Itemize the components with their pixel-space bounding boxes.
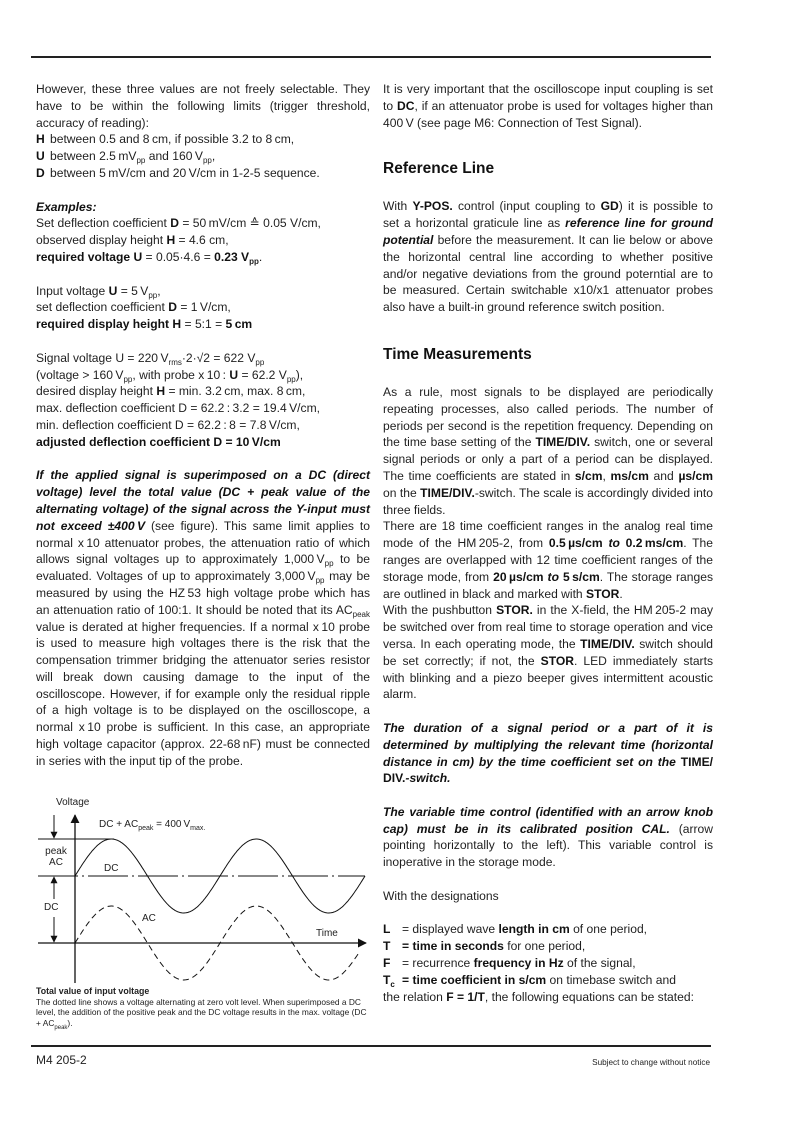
- emphasis: time coefficient in s/cm: [412, 972, 547, 987]
- text: ) it is possible to set a horizontal graticule line as: [383, 199, 713, 231]
- emphasis: µs/cm: [678, 468, 713, 483]
- emphasis: -switch.: [405, 771, 451, 786]
- designation-item: [383, 955, 713, 972]
- symbol: F: [383, 956, 391, 971]
- text: It is very important that the oscilloscope input coupling is set to: [383, 82, 713, 113]
- text: .: [619, 586, 623, 601]
- emphasis: TIME/ DIV.: [383, 754, 713, 786]
- emphasis: TIME/DIV.: [535, 435, 591, 450]
- text: ·2·√2 = 622 V: [181, 350, 256, 365]
- designation-item: [383, 921, 713, 938]
- emphasis: The variable time control (identified with an arrow knob cap) must be in its calibrated position CAL.: [383, 804, 713, 836]
- caption-title: Total value of input voltage: [36, 986, 150, 996]
- text: ,: [602, 468, 611, 483]
- symbol: U: [229, 367, 239, 382]
- text: in the X-field, the HM 205-2 may be switched over from real time to storage operation and vice versa. In each operating mode, the: [383, 603, 713, 651]
- text: max. deflection coefficient D = 62.2 : 3.2 = 19.4 V/cm,: [36, 401, 321, 416]
- emphasis: STOR: [586, 586, 620, 601]
- limit-d: [36, 165, 370, 182]
- emphasis: 0.2 ms/cm: [625, 536, 684, 551]
- symbol: [383, 972, 402, 989]
- caption-text: [36, 997, 372, 1029]
- examples-heading: Examples:: [36, 199, 97, 214]
- subscript: pp: [249, 256, 259, 266]
- text: (arrow pointing horizontally to the left). This variable control is inoperative in the storage mode.: [383, 821, 714, 870]
- figure-caption: [36, 986, 372, 1031]
- text: -switch. The scale is accordingly divided into three fields.: [383, 485, 713, 517]
- warning-paragraph: [36, 467, 370, 769]
- emphasis: F = 1/T: [446, 989, 485, 1004]
- peak-ac-label: [42, 846, 70, 868]
- text: ).: [67, 1017, 73, 1028]
- subscript: peak: [138, 825, 154, 832]
- example-3: [36, 350, 370, 451]
- emphasis: to: [543, 569, 563, 584]
- time-paragraph-1: [383, 384, 713, 518]
- text: (see figure). This same limit applies to normal x 10 attenuator probes, the attenuation ratio of which allows signal voltages up to approximately 1,000 V: [36, 518, 371, 567]
- text: control (input coupling to: [452, 199, 601, 214]
- ac-curve-label: AC: [142, 913, 156, 924]
- result-value: 5 cm: [225, 317, 253, 332]
- symbol: H: [156, 384, 166, 399]
- text: = 4.6 cm,: [175, 233, 229, 248]
- limit-u: [36, 148, 370, 165]
- subscript: peak: [352, 609, 370, 619]
- symbol: U: [108, 283, 118, 298]
- designation-item: [383, 938, 713, 955]
- notice: Subject to change without notice: [592, 1058, 710, 1067]
- emphasis: 20 µs/cm: [493, 569, 544, 584]
- subscript: rms: [168, 357, 182, 367]
- emphasis: TIME/DIV.: [580, 636, 635, 651]
- text: , the following equations can be stated:: [484, 989, 694, 1004]
- text: to be evaluated. Voltages of up to approximately 3,000 V: [36, 552, 371, 584]
- symbol: D: [170, 216, 179, 231]
- result-value: 0.23 V: [214, 249, 250, 264]
- limit-text: between 2.5 mV: [50, 149, 137, 164]
- text: switch should be set correctly; if not, the: [383, 636, 713, 668]
- text: ,: [157, 283, 161, 298]
- emphasis: reference line for ground potential: [383, 216, 713, 247]
- text: on the: [383, 485, 421, 500]
- limit-symbol: U: [36, 149, 45, 164]
- text: . LED immediately starts with blinking and a piezo beeper gives intermittent acoustic alarm.: [383, 653, 713, 702]
- text: min. deflection coefficient D = 62.2 : 8 = 7.8 V/cm,: [36, 417, 300, 432]
- text: = recurrence: [402, 956, 474, 971]
- page-id: M4 205-2: [36, 1053, 87, 1067]
- emphasis: Y-POS.: [412, 199, 453, 214]
- text: = 0.05·4.6 =: [142, 249, 215, 264]
- limit-text: ,: [211, 149, 216, 164]
- text: = displayed wave: [402, 922, 499, 937]
- text: set deflection coefficient: [36, 300, 169, 315]
- emphasis: The duration of a signal period or a part of it is determined by multiplying the relevant time (horizontal distance in cm) by the time coefficient set on the: [383, 720, 713, 769]
- text: = 62.2 V: [238, 367, 287, 382]
- text: for one period,: [503, 939, 586, 954]
- text: Set deflection coefficient: [36, 216, 171, 231]
- text: Input voltage: [36, 283, 109, 298]
- dc-dimension-label: DC: [44, 902, 59, 913]
- subscript: pp: [324, 559, 334, 569]
- subscript: pp: [123, 374, 133, 384]
- subscript: pp: [255, 357, 265, 367]
- result-label: required voltage U: [36, 249, 143, 264]
- subscript: pp: [202, 156, 212, 166]
- text: may be measured by using the HZ 53 high voltage probe which has an attenuation ratio of 100:1. It should be noted that its AC: [36, 569, 370, 617]
- limits-intro: However, these three values are not freely selectable. They have to be within the following limits (trigger threshold, accuracy of reading):: [36, 82, 370, 130]
- text: peak: [45, 846, 67, 857]
- emphasis: time in seconds: [412, 939, 504, 954]
- text: value is derated at higher frequencies. If a normal x 10 probe is used to measure high voltages there is the risk that the compensation trimmer bridging the attenuator series resistor will break down causing damage to the input of the oscilloscope. However, if for example only the residual ripple of a high voltage is to be displayed on the oscilloscope, a normal x 10 probe is sufficient. In this case, an appropriate high voltage capacitor (approx. 22-68 nF) must be connected in series with the input tip of the probe.: [36, 619, 370, 768]
- emphasis: length in cm: [498, 922, 570, 937]
- designations-intro: With the designations: [383, 888, 499, 903]
- subscript: peak: [54, 1024, 68, 1031]
- text: . The ranges are overlapped with 12 time coefficient ranges of the storage mode, from: [383, 536, 713, 584]
- symbol: T: [383, 939, 391, 954]
- reference-line-heading: Reference Line: [383, 160, 495, 178]
- result-label: adjusted deflection coefficient D = 10 V/cm: [36, 434, 281, 449]
- text: = 5:1 =: [181, 317, 226, 332]
- emphasis: DC: [397, 98, 415, 113]
- text: With the pushbutton: [383, 603, 497, 618]
- emphasis: 0.5 µs/cm: [548, 536, 603, 551]
- text: = min. 3.2 cm, max. 8 cm,: [165, 384, 306, 399]
- right-column: [383, 81, 713, 1005]
- top-rule: [31, 56, 711, 58]
- text: , with probe x 10 :: [132, 367, 230, 382]
- y-axis-label: Voltage: [56, 797, 90, 808]
- designation-item: [383, 972, 713, 989]
- voltage-figure: [34, 795, 379, 985]
- text: . The storage ranges are outlined in black and marked with: [383, 569, 713, 601]
- text: of the signal,: [563, 956, 636, 971]
- designation-list: [383, 921, 713, 988]
- text: , if an attenuator probe is used for voltages higher than 400 V (see page M6: Connection of Test Signal).: [383, 98, 713, 130]
- relation-line: [383, 989, 713, 1006]
- emphasis: to: [602, 536, 626, 551]
- dc-curve-label: DC: [104, 863, 119, 874]
- text: = 50 mV/cm ≙ 0.05 V/cm,: [178, 216, 321, 231]
- symbol: L: [383, 922, 391, 937]
- text: =: [402, 939, 413, 954]
- limit-symbol: H: [36, 132, 45, 147]
- text: the relation: [383, 989, 447, 1004]
- voltage-diagram: [34, 795, 379, 985]
- duration-paragraph: [383, 720, 713, 787]
- coupling-paragraph: [383, 81, 713, 131]
- emphasis: GD: [600, 199, 619, 214]
- limit-symbol: D: [36, 165, 45, 180]
- time-measurements-heading: Time Measurements: [383, 345, 532, 363]
- text: There are 18 time coefficient ranges in the analog real time mode of the HM 205-2, from: [383, 519, 713, 551]
- text: on timebase switch and: [546, 972, 676, 987]
- text: and: [648, 468, 679, 483]
- bottom-rule: [31, 1045, 711, 1047]
- subscript: pp: [148, 290, 158, 300]
- text: Signal voltage U = 220 V: [36, 350, 169, 365]
- text: (voltage > 160 V: [36, 367, 124, 382]
- subscript: pp: [286, 374, 296, 384]
- text: =: [402, 972, 413, 987]
- subscript: c: [390, 979, 395, 989]
- symbol: D: [168, 300, 177, 315]
- warning-emphasis: If the applied signal is superimposed on a DC (direct voltage) level the total value (DC + peak value of the alternating voltage) of the signal across the Y-input must not exceed ±400 V: [36, 468, 370, 533]
- text: before the measurement. It can lie below or above the horizontal central line according to whether positive and/or negative deviations from the ground poterntial are to be measured. Certain switchable x10/x1 attenuator probes also have a built-in ground reference switch position.: [383, 232, 713, 315]
- text: T: [383, 972, 391, 987]
- subscript: pp: [136, 156, 146, 166]
- left-column: [36, 81, 370, 770]
- formula-label: [99, 819, 205, 830]
- time-paragraph-2: [383, 518, 713, 602]
- text: = 1 V/cm,: [176, 300, 231, 315]
- text: observed display height: [36, 233, 167, 248]
- limit-text: between 5 mV/cm and 20 V/cm in 1-2-5 sequence.: [50, 165, 320, 180]
- text: = 400 V: [153, 819, 191, 830]
- subscript: max.: [190, 825, 206, 832]
- emphasis: 5 s/cm: [562, 569, 600, 584]
- text: desired display height: [36, 384, 157, 399]
- text: AC: [49, 857, 63, 868]
- text: DC + AC: [99, 819, 139, 830]
- text: ),: [295, 367, 304, 382]
- x-axis-label: Time: [316, 928, 338, 939]
- text: of one period,: [569, 922, 648, 937]
- emphasis: STOR: [540, 653, 575, 668]
- example-2: [36, 283, 370, 333]
- text: .: [258, 249, 263, 264]
- limit-h: [36, 131, 370, 148]
- result-label: required display height H: [36, 317, 182, 332]
- text: = 5 V: [117, 283, 149, 298]
- example-1: [36, 215, 370, 265]
- limit-text: and 160 V: [145, 149, 203, 164]
- subscript: pp: [315, 576, 325, 586]
- text: With: [383, 199, 413, 214]
- emphasis: frequency in Hz: [473, 956, 564, 971]
- text: The dotted line shows a voltage alternating at zero volt level. When superimposed a DC level, the addition of the positive peak and the DC voltage results in the max. voltage (DC + AC: [36, 996, 367, 1028]
- emphasis: STOR.: [496, 603, 533, 618]
- variable-control-paragraph: [383, 804, 713, 871]
- symbol: H: [166, 233, 176, 248]
- emphasis: ms/cm: [610, 468, 649, 483]
- emphasis: TIME/DIV.: [420, 485, 475, 500]
- limit-text: between 0.5 and 8 cm, if possible 3.2 to 8 cm,: [50, 132, 295, 147]
- text: switch, one or several signal periods or only a part of a period can be displayed. The time coefficients are stated in: [383, 435, 713, 483]
- text: As a rule, most signals to be displayed are periodically repeating processes, also called periods. The number of periods per second is the repetition frequency. Depending on the time base setting of the: [383, 384, 713, 450]
- emphasis: s/cm: [574, 468, 603, 483]
- time-paragraph-3: [383, 602, 713, 703]
- reference-line-paragraph: [383, 198, 713, 316]
